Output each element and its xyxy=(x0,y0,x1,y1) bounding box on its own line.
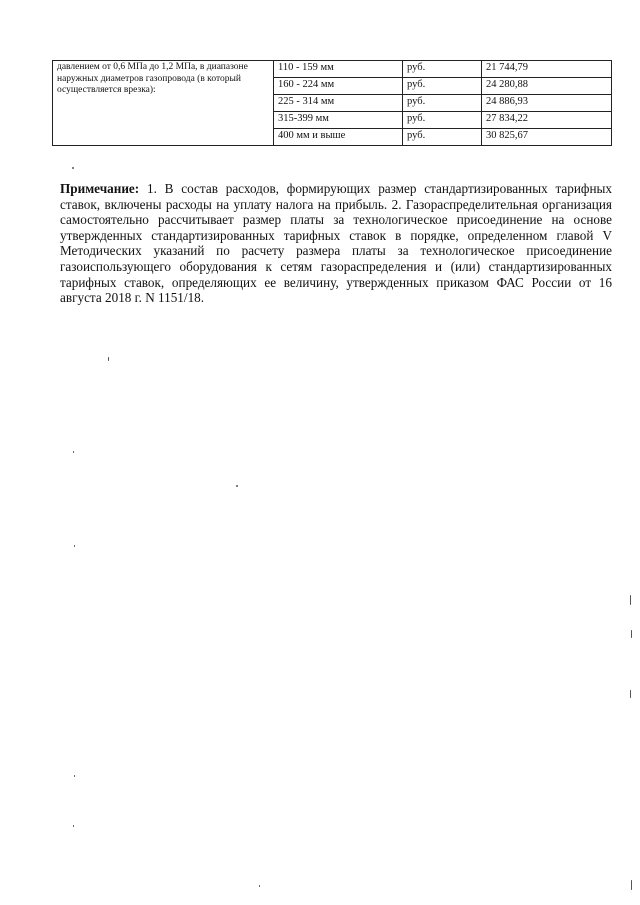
scan-speck xyxy=(73,825,74,827)
scan-speck xyxy=(74,545,75,547)
scan-speck xyxy=(630,690,631,698)
pressure-range-description: давлением от 0,6 МПа до 1,2 МПа, в диапазоне наружных диаметров газопровода (в который осуществляется врезка): xyxy=(53,61,274,146)
note-label: Примечание: xyxy=(60,181,140,196)
price-cell: 21 744,79 xyxy=(482,61,612,78)
diameter-range-cell: 400 мм и выше xyxy=(274,129,403,146)
diameter-range-cell: 110 - 159 мм xyxy=(274,61,403,78)
note-paragraph xyxy=(60,181,612,306)
tariff-table xyxy=(52,60,612,146)
scan-speck xyxy=(631,630,632,638)
scan-speck xyxy=(108,357,109,361)
diameter-range-cell: 160 - 224 мм xyxy=(274,78,403,95)
price-cell: 24 886,93 xyxy=(482,95,612,112)
table-row xyxy=(53,61,612,78)
unit-cell: руб. xyxy=(403,129,482,146)
scan-speck xyxy=(72,167,74,169)
price-cell: 27 834,22 xyxy=(482,112,612,129)
scan-speck xyxy=(236,485,238,487)
unit-cell: руб. xyxy=(403,112,482,129)
scan-speck xyxy=(73,451,74,453)
scan-speck xyxy=(630,595,631,605)
unit-cell: руб. xyxy=(403,95,482,112)
scan-speck xyxy=(74,775,75,777)
price-cell: 24 280,88 xyxy=(482,78,612,95)
note-text: 1. В состав расходов, формирующих размер стандартизированных тарифных ставок, включены расходы на уплату налога на прибыль. 2. Газораспределительная организация самостоятельно рассчитывает размер платы за технологическое присоединение на основе утвержденных стандартизированных тарифных ставок в порядке, определенном главой V Методических указаний по расчету размера платы за технологическое присоединение газоиспользующего оборудования к сетям газораспределения и (или) стандартизированных тарифных ставок, определяющих ее величину, утвержденных приказом ФАС России от 16 августа 2018 г. N 1151/18. xyxy=(60,181,612,306)
unit-cell: руб. xyxy=(403,78,482,95)
scan-speck xyxy=(259,885,260,887)
diameter-range-cell: 315-399 мм xyxy=(274,112,403,129)
unit-cell: руб. xyxy=(403,61,482,78)
scan-speck xyxy=(631,880,632,890)
price-cell: 30 825,67 xyxy=(482,129,612,146)
diameter-range-cell: 225 - 314 мм xyxy=(274,95,403,112)
